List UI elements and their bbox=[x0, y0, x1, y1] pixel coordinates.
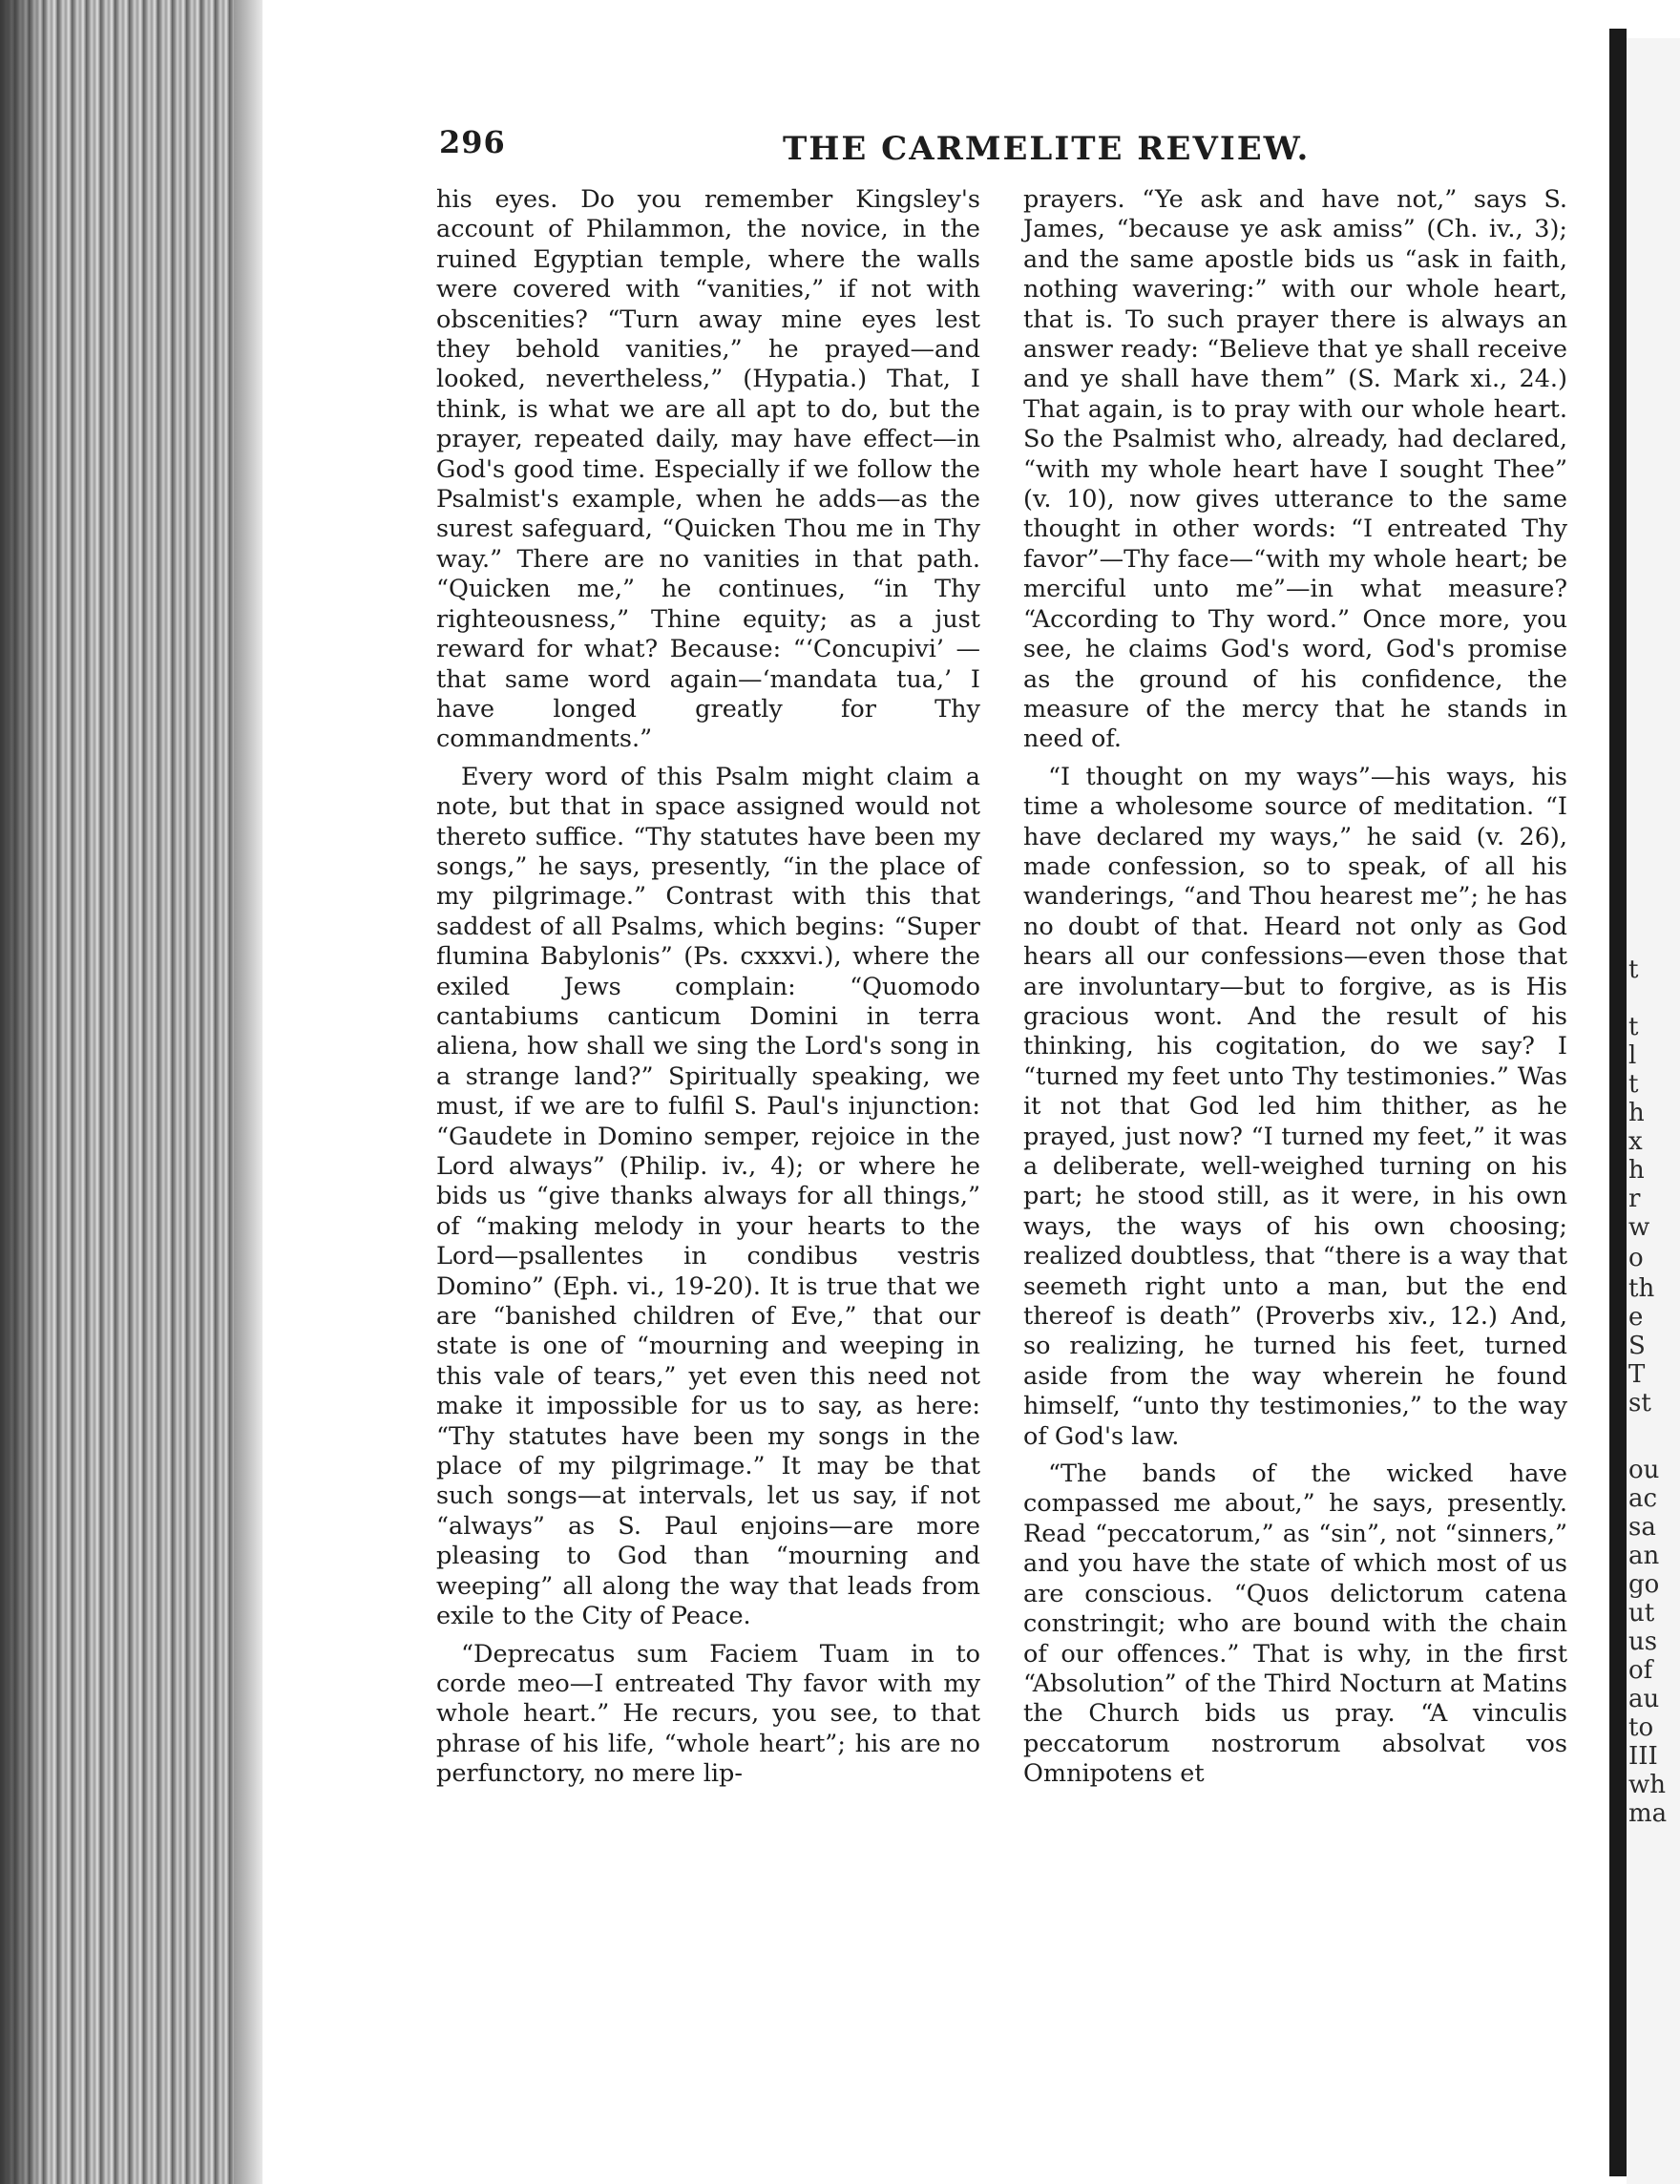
adjacent-page-fragment: go bbox=[1628, 1570, 1660, 1599]
adjacent-page-fragment: ou bbox=[1628, 1456, 1660, 1484]
adjacent-page-fragment: st bbox=[1628, 1389, 1651, 1418]
adjacent-page-fragment: wh bbox=[1628, 1771, 1666, 1799]
adjacent-page-fragment: t bbox=[1628, 956, 1639, 984]
paragraph: prayers. “Ye ask and have not,” says S. James, “because ye ask amiss” (Ch. iv., 3); and the same apostle bids us “ask in faith, nothing wavering:” with our whole heart, that is. To such prayer there is always an answer ready: “Believe that ye shall receive and ye shall have them” (S. Mark xi., 24.) That again, is to pray with our whole heart. So the Psalmist who, already, had declared, “with my whole heart have I sought Thee” (v. 10), now gives utterance to the same thought in other words: “I entreated Thy favor”—Thy face—“with my whole heart; be merciful unto me”—in what measure? “According to Thy word.” Once more, you see, he claims God's word, God's promise as the ground of his confidence, the measure of the mercy that he stands in need of. bbox=[1023, 185, 1567, 754]
adjacent-page-fragment: r bbox=[1628, 1185, 1641, 1213]
adjacent-page-fragment: sa bbox=[1628, 1513, 1656, 1542]
adjacent-page-fragment: l bbox=[1628, 1041, 1637, 1070]
adjacent-page-fragment: x bbox=[1628, 1127, 1643, 1156]
adjacent-page-fragment: t bbox=[1628, 1013, 1639, 1041]
adjacent-page-fragment: us bbox=[1628, 1628, 1658, 1656]
adjacent-page-fragment: to bbox=[1628, 1713, 1654, 1742]
adjacent-page-fragment: ut bbox=[1628, 1599, 1655, 1628]
adjacent-page-fragment: S bbox=[1628, 1332, 1646, 1360]
adjacent-page-fragment: w bbox=[1628, 1213, 1650, 1242]
page-gutter-shadow bbox=[1609, 29, 1627, 2176]
paragraph: Every word of this Psalm might claim a note, but that in space assigned would not thereto suffice. “Thy statutes have been my songs,” he says, presently, “in the place of my pilgrimage.” Contrast with this that saddest of all Psalms, which begins: “Super flumina Babylonis” (Ps. cxxxvi.), where the exiled Jews complain: “Quomodo cantabiums canticum Domini in terra aliena, how shall we sing the Lord's song in a strange land?” Spiritually speaking, we must, if we are to fulfil S. Paul's injunction: “Gaudete in Domino semper, rejoice in the Lord always” (Philip. iv., 4); or where he bids us “give thanks always for all things,” of “making melody in your hearts to the Lord—psallentes in condibus vestris Domino” (Eph. vi., 19-20). It is true that we are “banished children of Eve,” that our state is one of “mourning and weeping in this vale of tears,” yet even this need not make it impossible for us to say, as here: “Thy statutes have been my songs in the place of my pilgrimage.” It may be that such songs—at intervals, let us say, if not “always” as S. Paul enjoins—are more pleasing to God than “mourning and weeping” all along the way that leads from exile to the City of Peace. bbox=[436, 762, 980, 1631]
journal-page bbox=[277, 105, 1594, 2176]
paragraph: “Deprecatus sum Faciem Tuam in to corde meo—I entreated Thy favor with my whole heart.” He recurs, you see, to that phrase of his life, “whole heart”; his are no perfunctory, no mere lip- bbox=[436, 1639, 980, 1789]
paragraph: “The bands of the wicked have compassed me about,” he says, presently. Read “peccatorum,” as “sin”, not “sinners,” and you have the state of which most of us are conscious. “Quos delictorum catena constringit; who are bound with the chain of our offences.” That is why, in the first “Absolution” of the Third Nocturn at Matins the Church bids us pray. “A vinculis peccatorum nostrorum absolvat vos Omnipotens et bbox=[1023, 1460, 1567, 1789]
book-edge-shadow bbox=[0, 0, 48, 2184]
adjacent-page-fragment: h bbox=[1628, 1156, 1645, 1185]
paragraph: his eyes. Do you remember Kingsley's account of Philammon, the novice, in the ruined Egyptian temple, where the walls were covered with “vanities,” if not with obscenities? “Turn away mine eyes lest they behold vanities,” he prayed—and looked, nevertheless,” (Hypatia.) That, I think, is what we are all apt to do, but the prayer, repeated daily, may have effect—in God's good time. Especially if we follow the Psalmist's example, when he adds—as the surest safeguard, “Quicken Thou me in Thy way.” There are no vanities in that path. “Quicken me,” he continues, “in Thy righteousness,” Thine equity; as a just reward for what? Because: “‘Concupivi’ —that same word again—‘mandata tua,’ I have longed greatly for Thy commandments.” bbox=[436, 185, 980, 754]
paragraph: “I thought on my ways”—his ways, his time a wholesome source of meditation. “I have declared my ways,” he said (v. 26), made confession, so to speak, of all his wanderings, “and Thou hearest me”; he has no doubt of that. Heard not only as God hears all our confessions—even those that are involuntary—but to forgive, as is His gracious wont. And the result of his thinking, his cogitation, do we say? I “turned my feet unto Thy testimonies.” Was it not that God led him thither, as he prayed, just now? “I turned my feet,” it was a deliberate, well-weighed turning on his part; he stood still, as it were, in his own ways, the ways of his own choosing; realized doubtless, that “there is a way that seemeth right unto a man, but the end thereof is death” (Proverbs xiv., 12.) And, so realizing, he turned his feet, turned aside from the way wherein he found himself, “unto thy testimonies,” to the way of God's law. bbox=[1023, 762, 1567, 1451]
adjacent-page-fragment: III bbox=[1628, 1742, 1658, 1771]
right-column bbox=[1023, 185, 1567, 1790]
left-column bbox=[436, 185, 980, 1790]
adjacent-page-fragment: h bbox=[1628, 1099, 1645, 1127]
adjacent-page-fragment: T bbox=[1628, 1360, 1646, 1389]
running-head bbox=[439, 124, 1499, 181]
adjacent-page-fragment: e bbox=[1628, 1303, 1644, 1332]
adjacent-page-fragment: an bbox=[1628, 1542, 1660, 1570]
adjacent-page-fragment: t bbox=[1628, 1070, 1639, 1099]
adjacent-page-strip bbox=[1627, 38, 1680, 2184]
adjacent-page-fragment: ac bbox=[1628, 1484, 1658, 1513]
adjacent-page-fragment: o bbox=[1628, 1244, 1644, 1272]
adjacent-page-fragment: ma bbox=[1628, 1799, 1668, 1828]
adjacent-page-fragment: of bbox=[1628, 1656, 1653, 1685]
adjacent-page-fragment: th bbox=[1628, 1274, 1655, 1303]
journal-title: THE CARMELITE REVIEW. bbox=[783, 130, 1311, 168]
page-number: 296 bbox=[439, 124, 506, 160]
adjacent-page-fragment: au bbox=[1628, 1685, 1660, 1713]
